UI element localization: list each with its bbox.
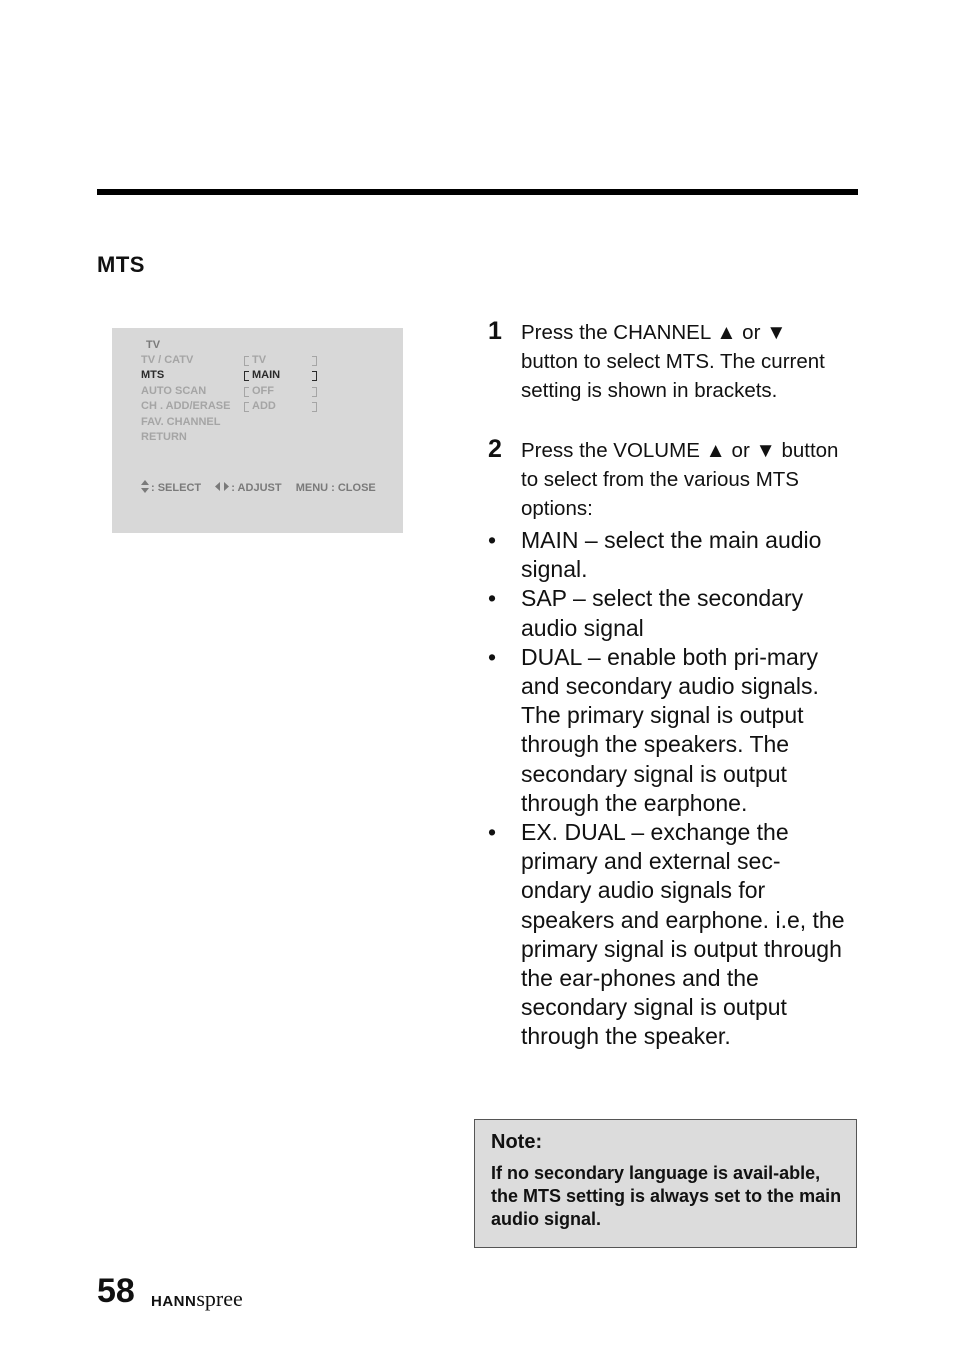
list-item	[488, 526, 848, 584]
list-item-text: MAIN – select the main audio signal.	[521, 527, 822, 583]
osd-menu-panel	[112, 328, 403, 533]
mts-options-list	[488, 526, 848, 1052]
note-body: If no secondary language is avail-able, the MTS setting is always set to the main audio signal.	[491, 1163, 842, 1229]
osd-row-label: AUTO SCAN	[141, 385, 207, 397]
osd-row-value: ADD	[252, 400, 276, 412]
bullet-icon: •	[488, 643, 497, 670]
osd-row-return	[141, 431, 341, 446]
step-2-text	[521, 436, 841, 523]
osd-title: TV	[146, 339, 161, 351]
osd-row-value: TV	[252, 354, 267, 366]
bullet-icon: •	[488, 585, 497, 612]
step-2-paragraph: Press the VOLUME ▲ or ▼ button to select from the various MTS options:	[521, 439, 839, 520]
list-item-text: EX. DUAL – exchange the primary and external sec-ondary audio signals for speakers and earphone. i.e, the primary signal is output through the ear-phones and the secondary signal is output through the speaker.	[521, 819, 845, 1050]
page-number: 58	[97, 1272, 135, 1310]
osd-footer	[141, 478, 376, 494]
step-1-paragraph: Press the CHANNEL ▲ or ▼ button to select MTS. The current setting is shown in brackets.	[521, 321, 825, 402]
osd-row-auto-scan	[141, 385, 341, 400]
bracket-right-icon	[312, 371, 317, 381]
header-rule	[97, 189, 858, 195]
list-item	[488, 584, 848, 642]
step-1-number: 1	[488, 317, 502, 345]
osd-footer-close: MENU : CLOSE	[295, 482, 376, 494]
bracket-left-icon	[244, 387, 249, 397]
left-right-arrows-icon	[215, 482, 229, 491]
osd-row-value: MAIN	[252, 369, 281, 381]
bracket-right-icon	[312, 402, 317, 412]
osd-row-fav-channel	[141, 416, 341, 431]
list-item-text: SAP – select the secondary audio signal	[521, 585, 804, 641]
osd-row-ch-add-erase	[141, 400, 341, 415]
section-title: MTS	[97, 252, 145, 277]
osd-row-label: MTS	[141, 369, 165, 381]
osd-row-mts	[141, 369, 341, 384]
bullet-icon: •	[488, 819, 497, 846]
bracket-right-icon	[312, 356, 317, 366]
note-box	[474, 1119, 857, 1248]
osd-footer-adjust: : ADJUST	[231, 482, 282, 494]
bracket-right-icon	[312, 387, 317, 397]
step-2-number: 2	[488, 435, 502, 463]
bullet-icon: •	[488, 527, 497, 553]
bracket-left-icon	[244, 371, 249, 381]
step-1-text	[521, 318, 841, 405]
note-title: Note:	[491, 1131, 543, 1153]
osd-row-value: OFF	[252, 385, 274, 397]
osd-row-label: TV / CATV	[141, 354, 194, 366]
brand-logo	[151, 1286, 243, 1312]
osd-footer-select: : SELECT	[151, 482, 202, 494]
osd-row-label: CH . ADD/ERASE	[141, 400, 231, 412]
bracket-left-icon	[244, 402, 249, 412]
list-item-text: DUAL – enable both pri-mary and secondary audio signals. The primary signal is output through the speakers. The secondary signal is output through the earphone.	[521, 643, 819, 816]
bracket-left-icon	[244, 356, 249, 366]
osd-row-tv-catv	[141, 354, 341, 369]
up-down-arrows-icon	[141, 480, 149, 493]
osd-row-label: RETURN	[141, 431, 187, 443]
osd-row-label: FAV. CHANNEL	[141, 416, 221, 428]
list-item	[488, 643, 848, 818]
brand-light: spree	[196, 1286, 243, 1311]
brand-bold: HANN	[151, 1293, 197, 1310]
list-item	[488, 818, 848, 1052]
